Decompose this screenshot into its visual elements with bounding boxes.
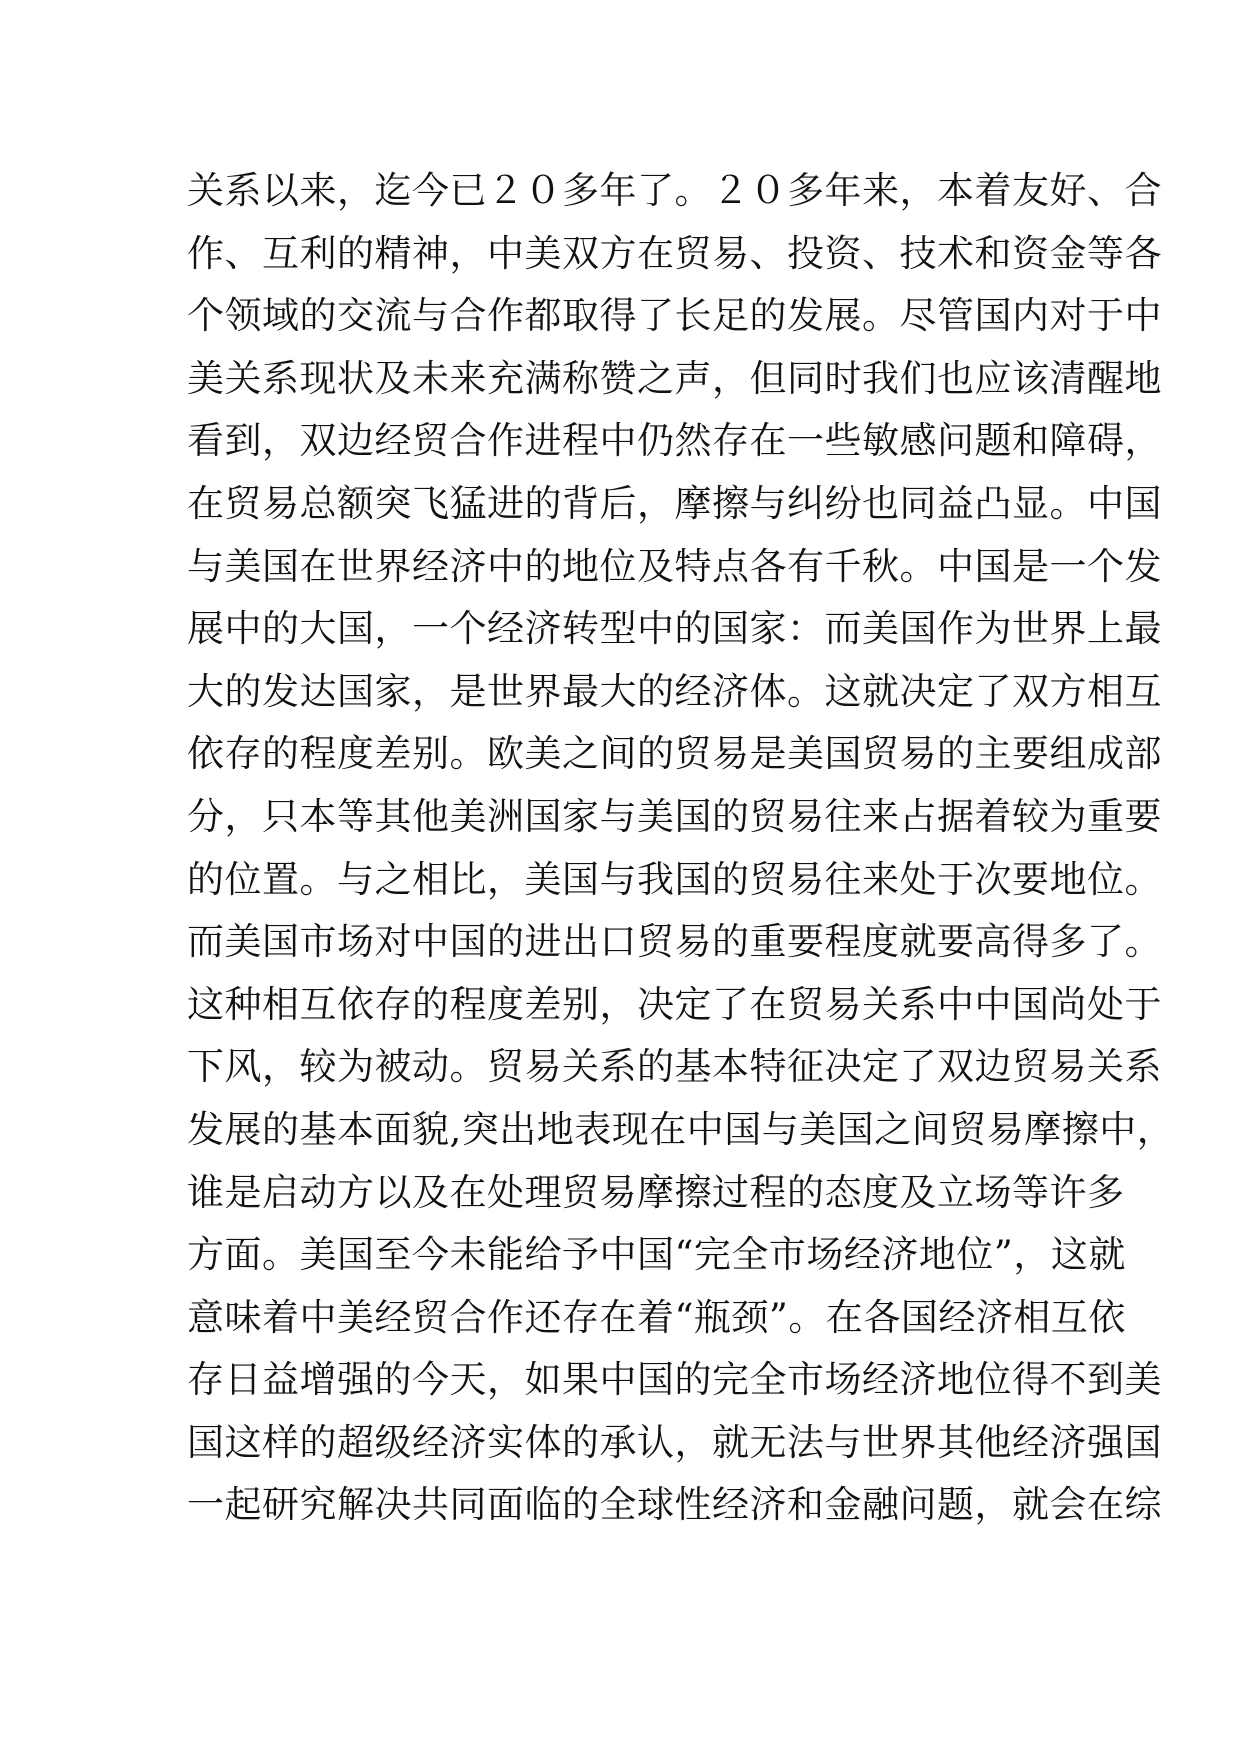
text-line: 依存的程度差别。欧美之间的贸易是美国贸易的主要组成部 bbox=[187, 732, 1162, 776]
text-line: 个领域的交流与合作都取得了长足的发展。尽管国内对于中 bbox=[187, 294, 1162, 338]
text-line: 关系以来，迄今已２０多年了。２０多年来，本着友好、合 bbox=[187, 169, 1162, 212]
text-line: 作、互利的精神，中美双方在贸易、投资、技术和资金等各 bbox=[187, 231, 1162, 275]
text-line: 展中的大国，一个经济转型中的国家：而美国作为世界上最 bbox=[187, 607, 1162, 651]
text-line: 一起研究解决共同面临的全球性经济和金融问题，就会在综 bbox=[187, 1483, 1162, 1527]
text-line: 这种相互依存的程度差别，决定了在贸易关系中中国尚处于 bbox=[187, 982, 1162, 1026]
text-line: 发展的基本面貌,突出地表现在中国与美国之间贸易摩擦中， bbox=[187, 1107, 1175, 1151]
text-line: 在贸易总额突飞猛进的背后，摩擦与纠纷也同益凸显。中国 bbox=[187, 481, 1162, 525]
text-line: 美关系现状及未来充满称赞之声，但同时我们也应该清醒地 bbox=[187, 356, 1162, 400]
text-line: 看到，双边经贸合作进程中仍然存在一些敏感问题和障碍， bbox=[187, 419, 1162, 463]
text-line: 谁是启动方以及在处理贸易摩擦过程的态度及立场等许多 bbox=[187, 1170, 1125, 1214]
text-line: 与美国在世界经济中的地位及特点各有千秋。中国是一个发 bbox=[187, 544, 1162, 588]
text-line: 分，只本等其他美洲国家与美国的贸易往来占据着较为重要 bbox=[187, 794, 1162, 838]
text-line: 意味着中美经贸合作还存在着“瓶颈”。在各国经济相互依 bbox=[187, 1295, 1126, 1339]
text-line: 国这样的超级经济实体的承认，就无法与世界其他经济强国 bbox=[187, 1420, 1162, 1464]
text-line: 方面。美国至今未能给予中国“完全市场经济地位”，这就 bbox=[187, 1233, 1126, 1277]
body-text bbox=[187, 160, 1175, 1537]
text-line: 存日益增强的今天，如果中国的完全市场经济地位得不到美 bbox=[187, 1358, 1162, 1402]
text-line: 而美国市场对中国的进出口贸易的重要程度就要高得多了。 bbox=[187, 920, 1162, 964]
text-line: 下风，较为被动。贸易关系的基本特征决定了双边贸易关系 bbox=[187, 1045, 1162, 1089]
text-line: 大的发达国家，是世界最大的经济体。这就决定了双方相互 bbox=[187, 669, 1162, 713]
text-line: 的位置。与之相比，美国与我国的贸易往来处于次要地位。 bbox=[187, 857, 1162, 901]
